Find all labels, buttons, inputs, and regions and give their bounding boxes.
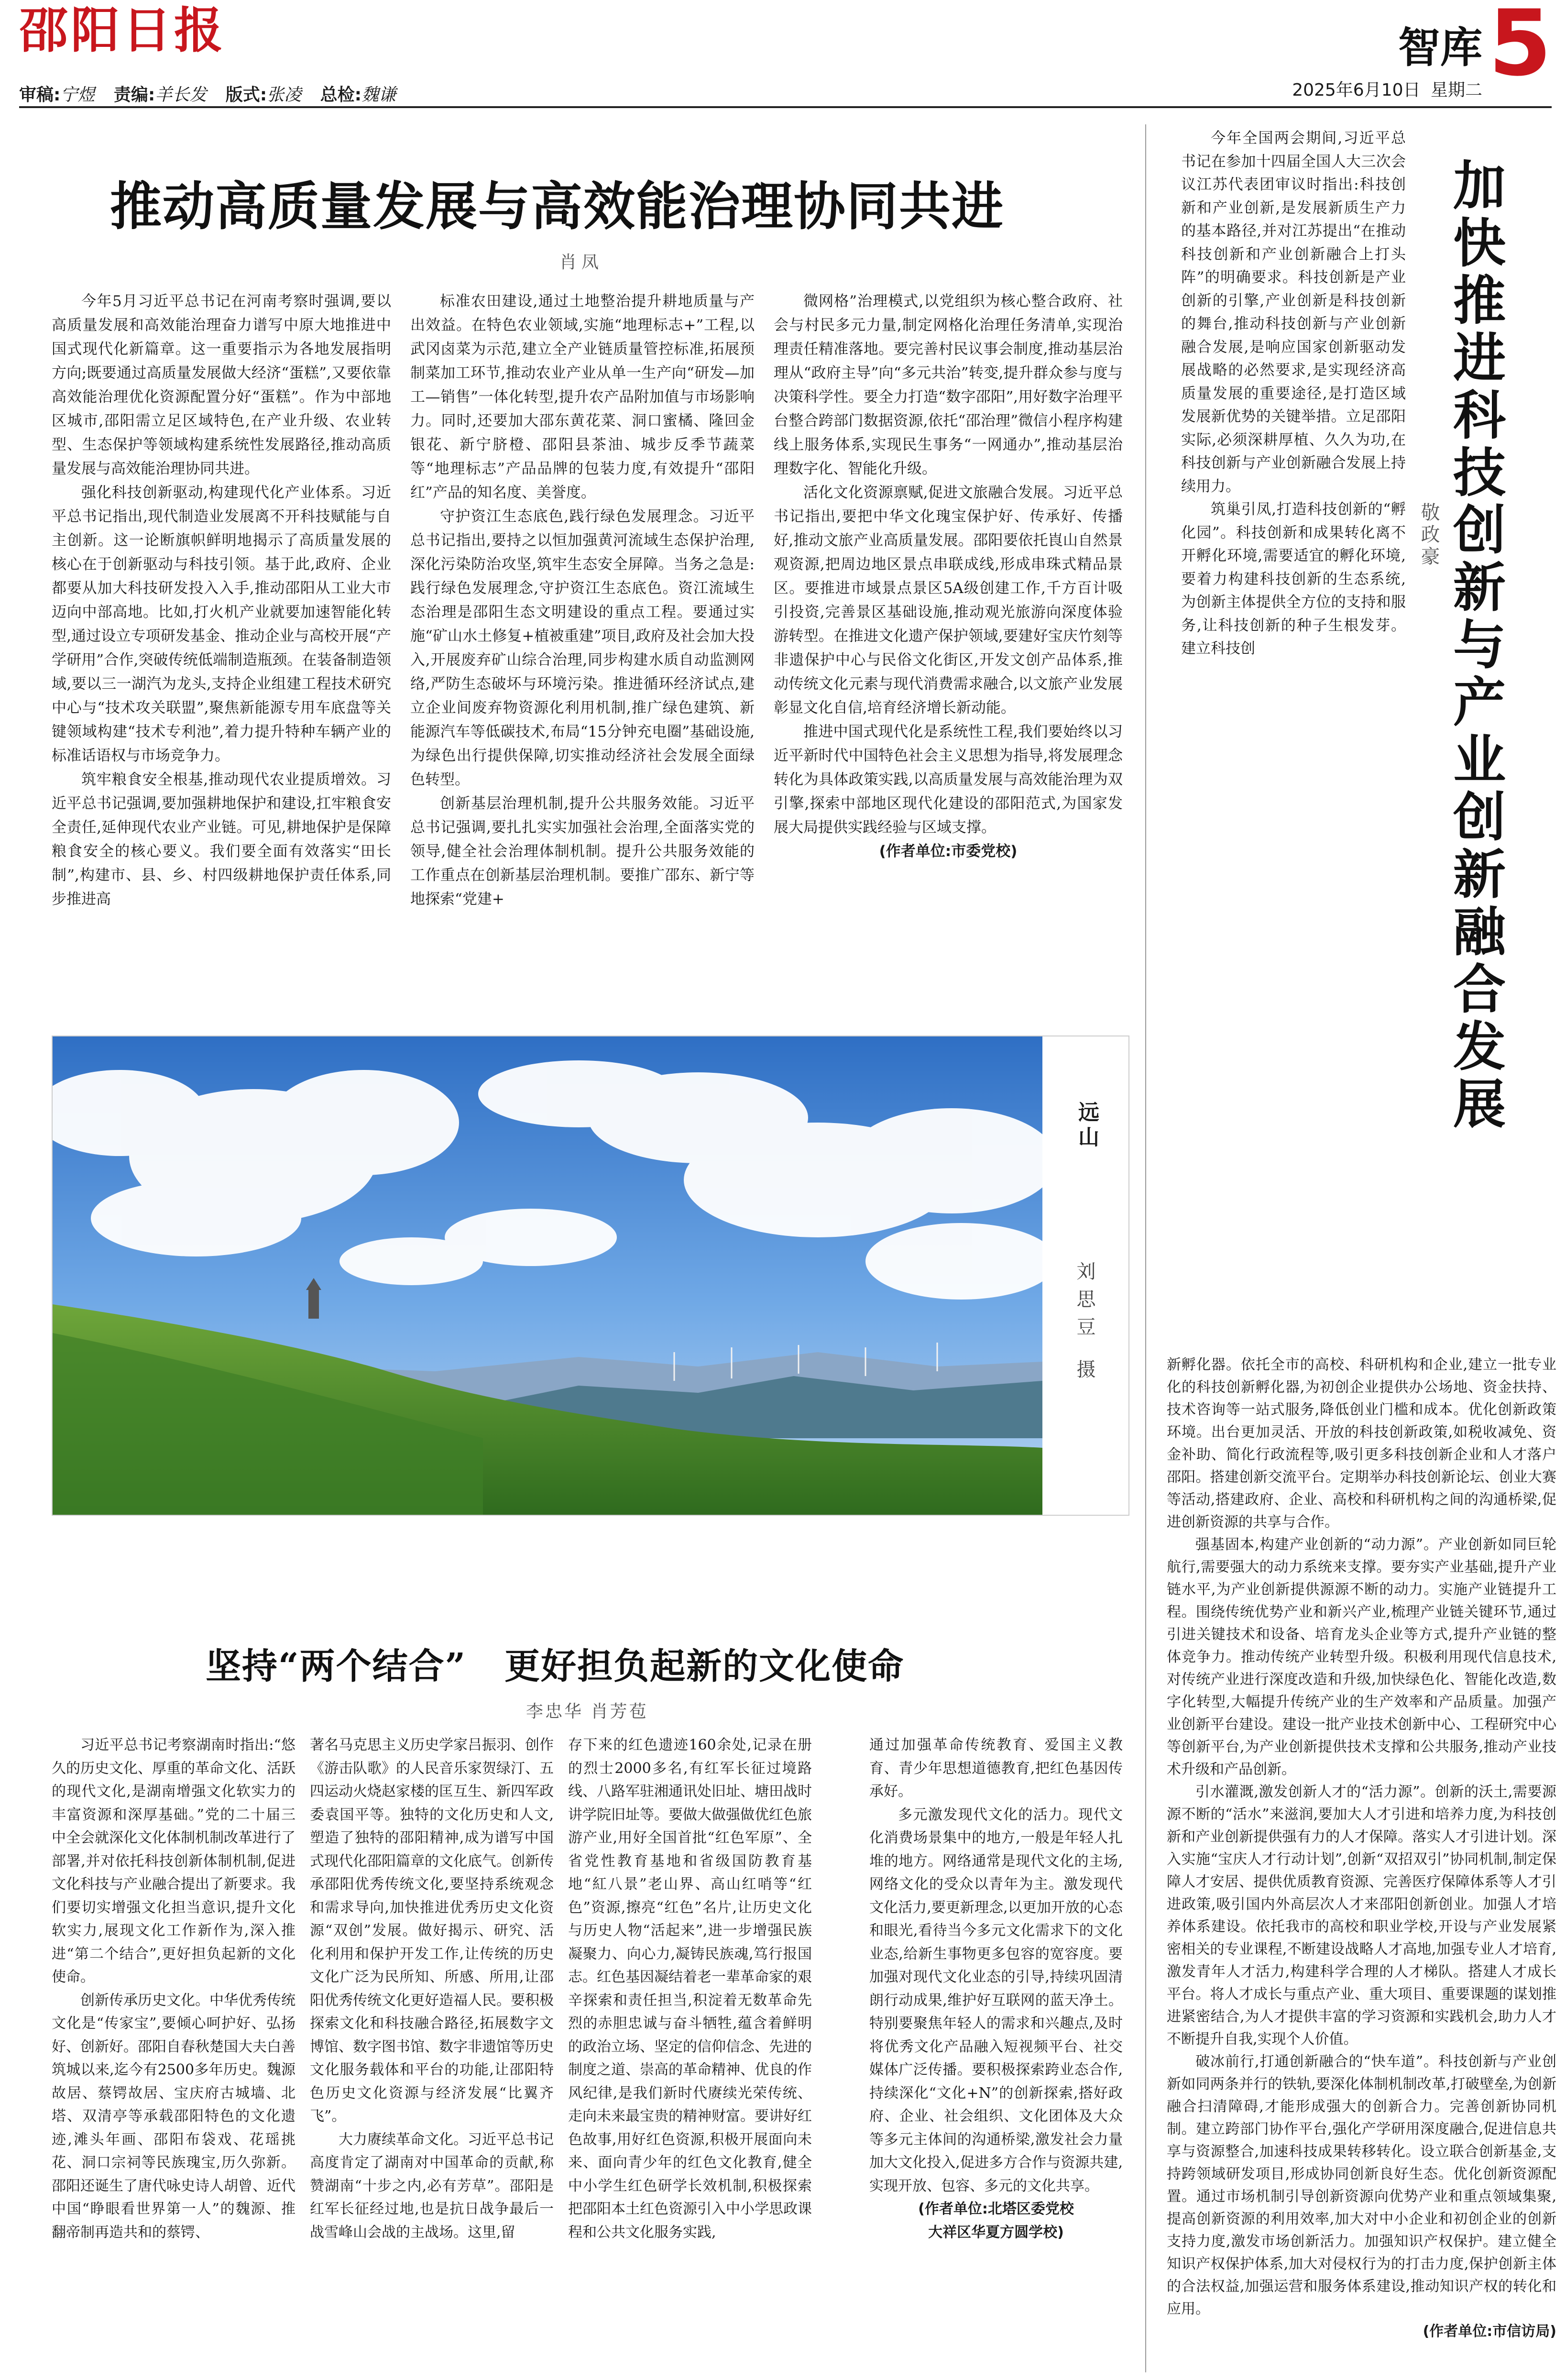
article3-intro-column: 今年全国两会期间,习近平总书记在参加十四届全国人大三次会议江苏代表团审议时指出:科技创新和产业创新,是发展新质生产力的基本路径,并对江苏提出“在推动科技创新和产业创新融合上打头阵”的明确要求。科技创新是产业创新的引擎,产业创新是科技创新的舞台,推动科技创新与产业创新融合发展,是响应国家创新驱动发展战略的必然要求,是实现经济高质量发展的重要途径,是打造区域发展新优势的关键举措。立足邵阳实际,必须深耕厚植、久久为功,在科技创新与产业创新融合发展上持续用力。 筑巢引凤,打造科技创新的“孵化园”。科技创新和成果转化离不开孵化环境,需要适宜的孵化环境,要着力构建科技创新的生态系统,为创新主体提供全方位的支持和服务,让科技创新的种子生根发芽。建立科技创 [1181,130,1406,657]
article2-column-3: 存下来的红色遗迹160余处,记录在册的烈士2000多名,有红军长征过境路线、八路军驻湘通讯处旧址、塘田战时讲学院旧址等。要做大做强做优红色旅游产业,用好全国首批“红色军原”、全省党性教育基地和省级国防教育基地“紅八景”老山界、高山红哨等“红色”资源,擦亮“红色”名片,让历史文化与历史人物“活起来”,进一步增强民族凝聚力、向心力,凝铸民族魂,笃行报国志。红色基因凝结着老一辈革命家的艰辛探索和责任担当,积淀着无数革命先烈的赤胆忠诚与奋斗牺牲,蕴含着鲜明的政治立场、坚定的信仰信念、先进的制度之道、崇高的革命精神、优良的作风纪律,是我们新时代赓续光荣传统、走向未来最宝贵的精神财富。要讲好红色故事,用好红色资源,积极开展面向未来、面向青少年的红色文化教育,健全中小学生红色研学长效机制,积极探索把邵阳本土红色资源引入中小学思政课程和公共文化服务实践, [568,1737,812,2241]
dateline [1292,77,1482,101]
date: 2025年6月10日 [1292,80,1421,100]
article1-headline: 推动高质量发展与高效能治理协同共进 [110,176,1005,237]
article2-author-unit-2: 大祥区华夏方圆学校) [928,2224,1064,2241]
landscape-photo [53,1036,1042,1515]
article1-column-3: 微网格”治理模式,以党组织为核心整合政府、社会与村民多元力量,制定网格化治理任务清单,实现治理责任精准落地。要完善村民议事会制度,推动基层治理从“政府主导”向“多元共治”转变,提升群众参与度与决策科学性。要全力打造“数字邵阳”,用好数字治理平台整合跨部门数据资源,依托“邵治理”微信小程序构建线上服务体系,实现民生事务“一网通办”,推动基层治理数字化、智能化升级。 活化文化资源禀赋,促进文旅融合发展。习近平总书记指出,要把中华文化瑰宝保护好、传承好、传播好,推动文旅产业高质量发展。邵阳要依托崀山自然景观资源,把周边地区景点串联成线,形成串珠式精品景区。要推进市域景点景区5A级创建工作,千方百计吸引投资,完善景区基础设施,推动观光旅游向深度体验游转型。在推进文化遗产保护领域,要建好宝庆竹刻等非遗保护中心与民俗文化街区,开发文创产品体系,推动传统文化元素与现代消费需求融合,以文旅产业发展彰显文化自信,培育经济增长新动能。 推进中国式现代化是系统性工程,我们要始终以习近平新时代中国特色社会主义思想为指导,将发展理念转化为具体政策实践,以高质量发展与高效能治理为双引擎,探索中部地区现代化建设的邵阳范式,为国家发展大局提供实践经验与区域支撑。 (作者单位:市委党校) [774,289,1123,1031]
column-divider [1145,124,1146,2372]
article3-byline: 敬政豪 [1418,502,1440,568]
header-rule [19,106,1552,108]
editor-credit: 审稿:宁煜 [19,85,95,105]
article1-column-1: 今年5月习近平总书记在河南考察时强调,要以高质量发展和高效能治理奋力谱写中原大地推进中国式现代化新篇章。这一重要指示为各地发展指明方向;既要通过高质量发展做大经济“蛋糕”,又要依靠高效能治理优化资源配置分好“蛋糕”。作为中部地区城市,邵阳需立足区域特色,在产业升级、农业转型、生态保护等领域构建系统性发展路径,推动高质量发展与高效能治理协同共进。 强化科技创新驱动,构建现代化产业体系。习近平总书记指出,现代制造业发展离不开科技赋能与自主创新。这一论断旗帜鲜明地揭示了高质量发展的核心在于创新驱动与科技引领。基于此,政府、企业都要从加大科技研发投入入手,推动邵阳从工业大市迈向中部高地。比如,打火机产业就要加速智能化转型,通过设立专项研发基金、推动企业与高校开展“产学研用”合作,突破传统低端制造瓶颈。在装备制造领域,要以三一湖汽为龙头,支持企业组建工程技术研究中心与“技术攻关联盟”,聚焦新能源专用车底盘等关键领域构建“技术专利池”,着力提升特种车辆产业的标准话语权与市场竞争力。 筑牢粮食安全根基,推动现代农业提质增效。习近平总书记强调,要加强耕地保护和建设,扛牢粮食安全责任,延伸现代农业产业链。可见,耕地保护是保障粮食安全的核心要义。我们要全面有效落实“田长制”,构建市、县、乡、村四级耕地保护责任体系,同步推进高 [52,293,391,908]
article1-column-2: 标准农田建设,通过土地整治提升耕地质量与产出效益。在特色农业领域,实施“地理标志+”工程,以武冈卤菜为示范,建立全产业链质量管控标准,拓展预制菜加工环节,推动农业产业从单一生产向“研发—加工—销售”一体化转型,提升农产品附加值与市场影响力。同时,还要加大邵东黄花菜、洞口蜜橘、隆回金银花、新宁脐橙、邵阳县茶油、城步反季节蔬菜等“地理标志”产品品牌的包装力度,有效提升“邵阳红”产品的知名度、美誉度。 守护资江生态底色,践行绿色发展理念。习近平总书记指出,要持之以恒加强黄河流域生态保护治理,深化污染防治攻坚,筑牢生态安全屏障。当务之急是:践行绿色发展理念,守护资江生态底色。资江流域生态治理是邵阳生态文明建设的重点工程。要通过实施“矿山水土修复+植被重建”项目,政府及社会加大投入,开展废弃矿山综合治理,同步构建水质自动监测网络,严防生态破坏与环境污染。推进循环经济试点,建立企业间废弃物资源化利用机制,推广绿色建筑、新能源汽车等低碳技术,布局“15分钟充电圈”基础设施,为绿色出行提供保障,切实推动经济社会发展全面绿色转型。 创新基层治理机制,提升公共服务效能。习近平总书记强调,要扎扎实实加强社会治理,全面落实党的领导,健全社会治理体制机制。提升公共服务效能的工作重点在创新基层治理机制。要推广邵东、新宁等地探索“党建+ [410,293,755,908]
article3-body: 新孵化器。依托全市的高校、科研机构和企业,建立一批专业化的科技创新孵化器,为初创企业提供办公场地、资金扶持、技术咨询等一站式服务,降低创业门槛和成本。优化创新政策环境。出台更加灵活、开放的科技创新政策,如税收减免、资金补助、简化行政流程等,吸引更多科技创新企业和人才落户邵阳。搭建创新交流平台。定期举办科技创新论坛、创业大赛等活动,搭建政府、企业、高校和科研机构之间的沟通桥梁,促进创新资源的共享与合作。 强基固本,构建产业创新的“动力源”。产业创新如同巨轮航行,需要强大的动力系统来支撑。要夯实产业基础,提升产业链水平,为产业创新提供源源不断的动力。实施产业链提升工程。围绕传统优势产业和新兴产业,梳理产业链关键环节,通过引进关键技术和设备、培育龙头企业等方式,提升产业链的整体竞争力。推动传统产业转型升级。积极利用现代信息技术,对传统产业进行深度改造和升级,加快绿色化、智能化改造,数字化转型,大幅提升传统产业的生产效率和产品质量。加强产业创新平台建设。建设一批产业技术创新中心、工程研究中心等创新平台,为产业创新提供技术支撑和公共服务,推动产业技术升级和产品创新。 引水灌溉,激发创新人才的“活力源”。创新的沃土,需要源源不断的“活水”来滋润,要加大人才引进和培养力度,为科技创新和产业创新提供强有力的人才保障。落实人才引进计划。深入实施“宝庆人才行动计划”,创新“双招双引”协同机制,制定保障人才安居、提供优质教育资源、完善医疗保障体系等人才引进政策,吸引国内外高层次人才来邵阳创新创业。加强人才培养体系建设。依托我市的高校和职业学校,开设与产业发展紧密相关的专业课程,不断建设战略人才高地,加强专业人才培育,激发青年人才活力,构建科学合理的人才梯队。搭建人才成长平台。将人才成长与重点产业、重大项目、重要课题的谋划推进紧密结合,为人才提供丰富的学习资源和实践机会,助力人才不断提升自我,实现个人价值。 破冰前行,打通创新融合的“快车道”。科技创新与产业创新如同两条并行的铁轨,要深化体制机制改革,打破壁垒,为创新融合扫清障碍,才能形成强大的创新合力。完善创新协同机制。建立跨部门协作平台,强化产学研用深度融合,促进信息共享与资源整合,加速科技成果转移转化。设立联合创新基金,支持跨领域研发项目,形成协同创新良好生态。优化创新资源配置。通过市场机制引导创新资源向优势产业和重点领域集聚,提高创新资源的利用效率,加大对中小企业和初创企业的创新支持力度,激发市场创新活力。加强知识产权保护。建立健全知识产权保护体系,加大对侵权行为的打击力度,保护创新主体的合法权益,加强运营和服务体系建设,推动知识产权的转化和应用。 (作者单位:市信访局) [1167,1354,1556,2368]
article3-headline: 加快推进科技创新与产业创新融合发展 [1445,158,1506,1134]
photo-credit: 刘思豆 摄 [1073,1261,1095,1387]
page-number: 5 [1488,0,1552,96]
photo-title: 远山 [1074,1101,1099,1151]
editor-credit: 版式:张凌 [225,85,302,105]
weekday: 星期二 [1430,80,1482,100]
article3-author-unit: (作者单位:市信访局) [1423,2323,1556,2340]
article2-column-1: 习近平总书记考察湖南时指出:“悠久的历史文化、厚重的革命文化、活跃的现代文化,是湖南增强文化软实力的丰富资源和深厚基础。”党的二十届三中全会就深化文化体制机制改革进行了部署,并对依托科技创新体制机制,促进文化科技与产业融合提出了新要求。我们要切实增强文化担当意识,提升文化软实力,展现文化工作新作为,深入推进“第二个结合”,更好担负起新的文化使命。 创新传承历史文化。中华优秀传统文化是“传家宝”,要倾心呵护好、弘扬好、创新好。邵阳自春秋楚国大夫白善筑城以来,迄今有2500多年历史。魏源故居、蔡锷故居、宝庆府古城墙、北塔、双清亭等承载邵阳特色的文化遗迹,滩头年画、邵阳布袋戏、花瑶挑花、洞口宗祠等民族瑰宝,历久弥新。邵阳还诞生了唐代咏史诗人胡曾、近代中国“睁眼看世界第一人”的魏源、推翻帝制再造共和的蔡锷、 [52,1737,296,2241]
article2-author-unit: (作者单位:北塔区委党校 [918,2201,1074,2217]
landscape-photo-frame [52,1036,1129,1516]
article2-byline: 李忠华 肖芳苞 [526,1702,648,1721]
editor-credit: 责编:羊长发 [113,85,207,105]
article1-author-unit: (作者单位:市委党校) [879,843,1018,860]
article2-headline: 坚持“两个结合” 更好担负起新的文化使命 [206,1646,905,1687]
article1-byline: 肖凤 [559,253,604,272]
article2-column-4: 通过加强革命传统教育、爱国主义教育、青少年思想道德教育,把红色基因传承好。 多元激发现代文化的活力。现代文化消费场景集中的地方,一般是年轻人扎堆的地方。网络通常是现代文化的主场,网络文化的受众以青年为主。激发现代文化活力,要更新理念,以更加开放的心态和眼光,看待当今多元文化需求下的文化业态,给新生事物更多包容的宽容度。要加强对现代文化业态的引导,持续巩固清朗行动成果,维护好互联网的蓝天净土。特别要聚焦年轻人的需求和兴趣点,及时将优秀文化产品融入短视频平台、社交媒体广泛传播。要积极探索跨业态合作,持续深化“文化+N”的创新探索,搭好政府、企业、社会组织、文化团体及大众等多元主体间的沟通桥梁,激发社会力量加大文化投入,促进多方合作与资源共建,实现开放、包容、多元的文化共享。 (作者单位:北塔区委党校 大祥区华夏方圆学校) [869,1734,1123,2375]
editor-credits [19,81,409,106]
masthead-logo: 邵阳日报 [19,2,226,59]
editor-credit: 总检:魏谦 [320,85,396,105]
section-title: 智库 [1398,23,1482,72]
article2-column-2: 著名马克思主义历史学家吕振羽、创作《游击队歌》的人民音乐家贺绿汀、五四运动火烧赵家楼的匡互生、新四军政委袁国平等。独特的文化历史和人文,塑造了独特的邵阳精神,成为谱写中国式现代化邵阳篇章的文化底气。创新传承邵阳优秀传统文化,要坚持系统观念和需求导向,加快推进优秀历史文化资源“双创”发展。做好揭示、研究、活化利用和保护开发工作,让传统的历史文化广泛为民所知、所感、所用,让邵阳优秀传统文化更好造福人民。要积极探索文化和科技融合路径,拓展数字文博馆、数字图书馆、数字非遗馆等历史文化服务载体和平台的功能,让邵阳特色历史文化资源与经济发展“比翼齐飞”。 大力赓续革命文化。习近平总书记高度肯定了湖南对中国革命的贡献,称赞湖南“十步之内,必有芳草”。邵阳是红军长征经过地,也是抗日战争最后一战雪峰山会战的主战场。这里,留 [310,1737,554,2241]
